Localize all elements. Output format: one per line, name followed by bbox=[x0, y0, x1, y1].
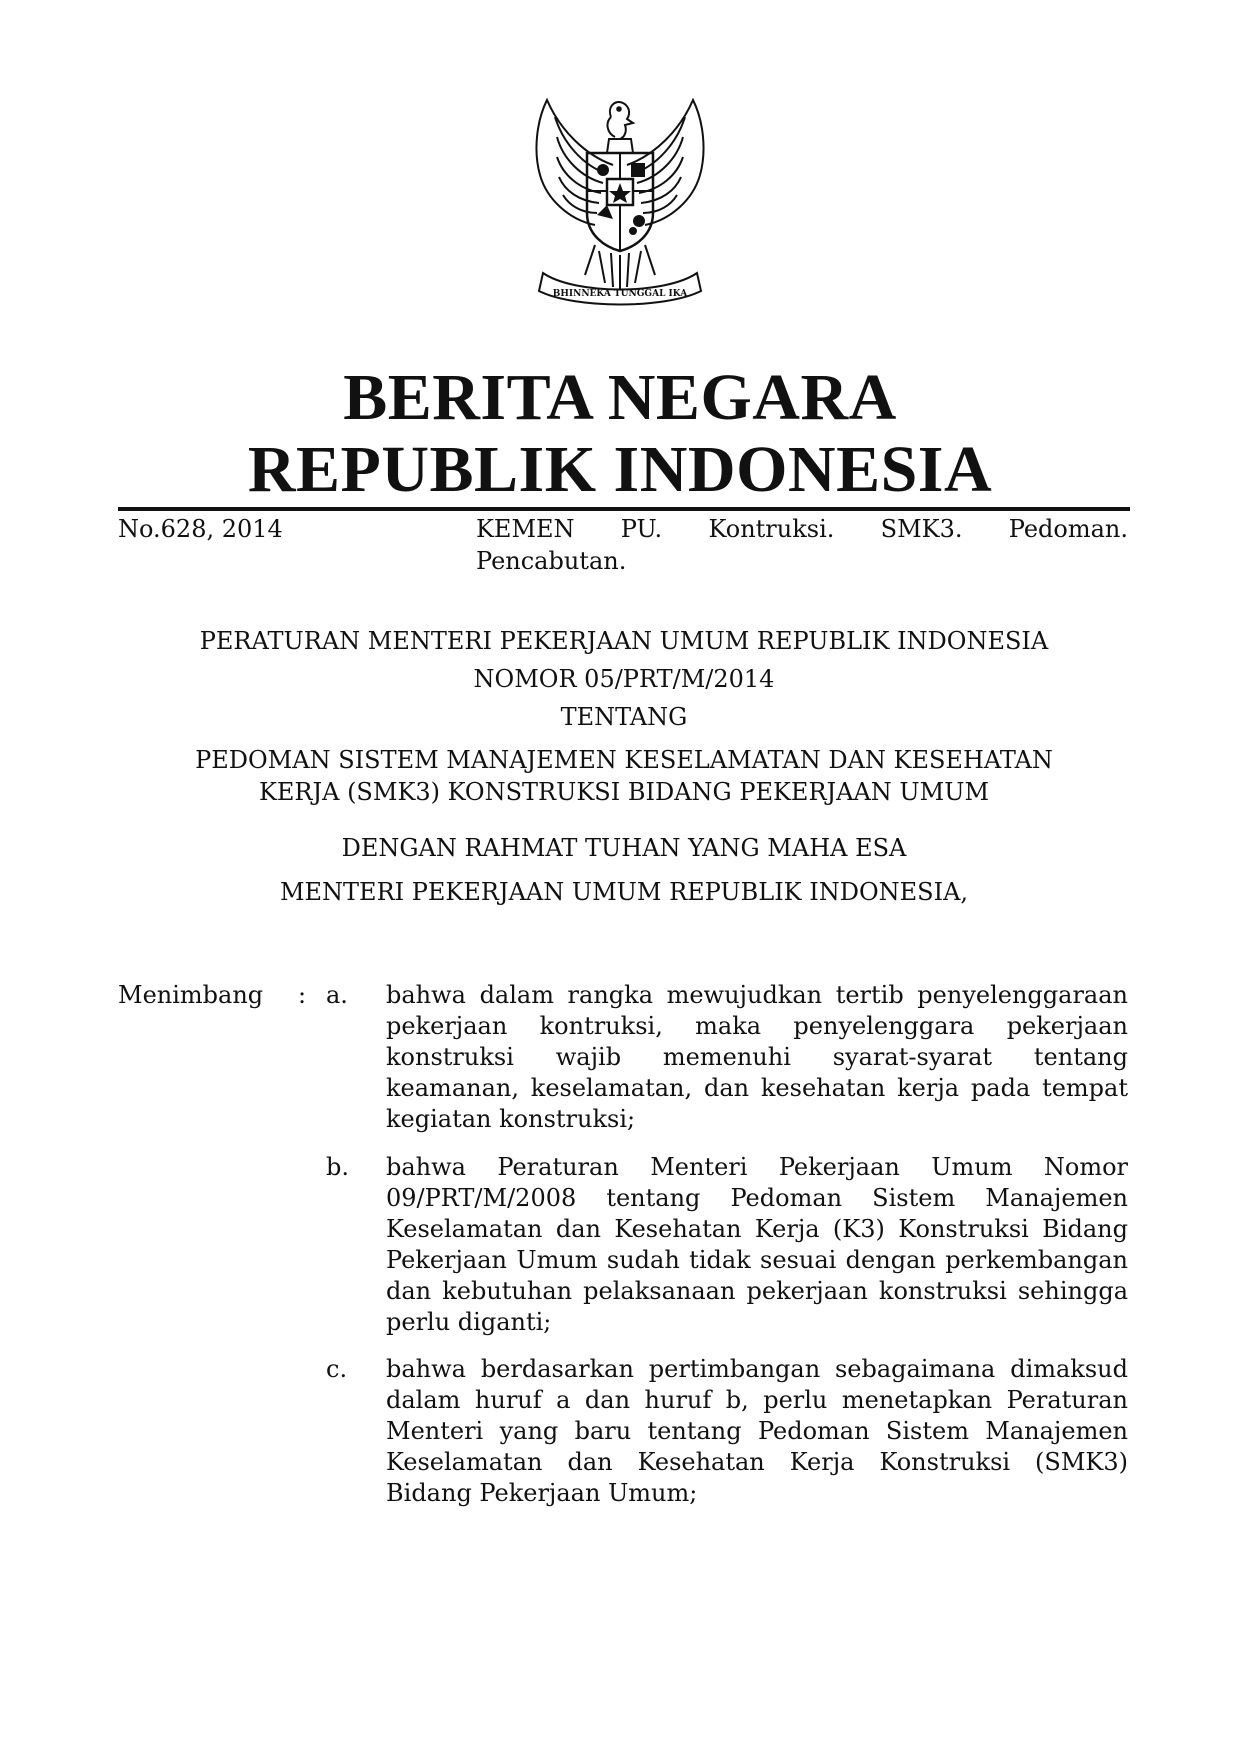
item-letter: c. bbox=[326, 1355, 348, 1383]
item-text: bahwa berdasarkan pertimbangan sebagaimana dimaksud dalam huruf a dan huruf b, perlu menetapkan Peraturan Menteri yang baru tentang Pedoman Sistem Manajemen Keselamatan dan Kesehatan Kerja Konstruksi (SMK3) Bidang Pekerjaan Umum; bbox=[386, 1355, 1128, 1507]
preamble-line1: DENGAN RAHMAT TUHAN YANG MAHA ESA bbox=[341, 834, 907, 862]
considering-label: Menimbang bbox=[118, 981, 264, 1009]
gazette-title-line2: REPUBLIK INDONESIA bbox=[247, 433, 993, 506]
considering-colon: : bbox=[298, 981, 307, 1009]
regulation-subject-line2: KERJA (SMK3) KONSTRUKSI BIDANG PEKERJAAN UMUM bbox=[258, 778, 990, 806]
regulation-subject-line1: PEDOMAN SISTEM MANAJEMEN KESELAMATAN DAN KESEHATAN bbox=[195, 746, 1053, 774]
item-text: bahwa dalam rangka mewujudkan tertib penyelenggaraan pekerjaan kontruksi, maka penyelenggara pekerjaan konstruksi wajib memenuhi syarat-syarat tentang keamanan, keselamatan, dan kesehatan kerja pada tempat kegiatan konstruksi; bbox=[386, 981, 1128, 1133]
svg-text:BHINNEKA TUNGGAL IKA: BHINNEKA TUNGGAL IKA bbox=[552, 289, 688, 299]
regulation-title: PERATURAN MENTERI PEKERJAAN UMUM REPUBLIK INDONESIA bbox=[199, 627, 1049, 655]
item-letter: b. bbox=[326, 1153, 349, 1181]
item-letter: a. bbox=[326, 981, 348, 1009]
regulation-number: NOMOR 05/PRT/M/2014 bbox=[473, 665, 775, 693]
header-divider bbox=[118, 507, 1130, 511]
gazette-number: No.628, 2014 bbox=[118, 515, 283, 543]
item-text: bahwa Peraturan Menteri Pekerjaan Umum Nomor 09/PRT/M/2008 tentang Pedoman Sistem Manajemen Keselamatan dan Kesehatan Kerja (K3) Konstruksi Bidang Pekerjaan Umum sudah tidak sesuai dengan perkembangan dan kebutuhan pelaksanaan pekerjaan konstruksi sehingga perlu diganti; bbox=[386, 1153, 1128, 1336]
gazette-subject: KEMEN PU. Kontruksi. SMK3. Pedoman. Pencabutan. bbox=[476, 515, 1128, 575]
preamble-line2: MENTERI PEKERJAAN UMUM REPUBLIK INDONESIA, bbox=[279, 878, 969, 906]
gazette-title-line1: BERITA NEGARA bbox=[343, 361, 897, 434]
regulation-about: TENTANG bbox=[560, 703, 688, 731]
garuda-pancasila-emblem-icon bbox=[515, 95, 725, 310]
